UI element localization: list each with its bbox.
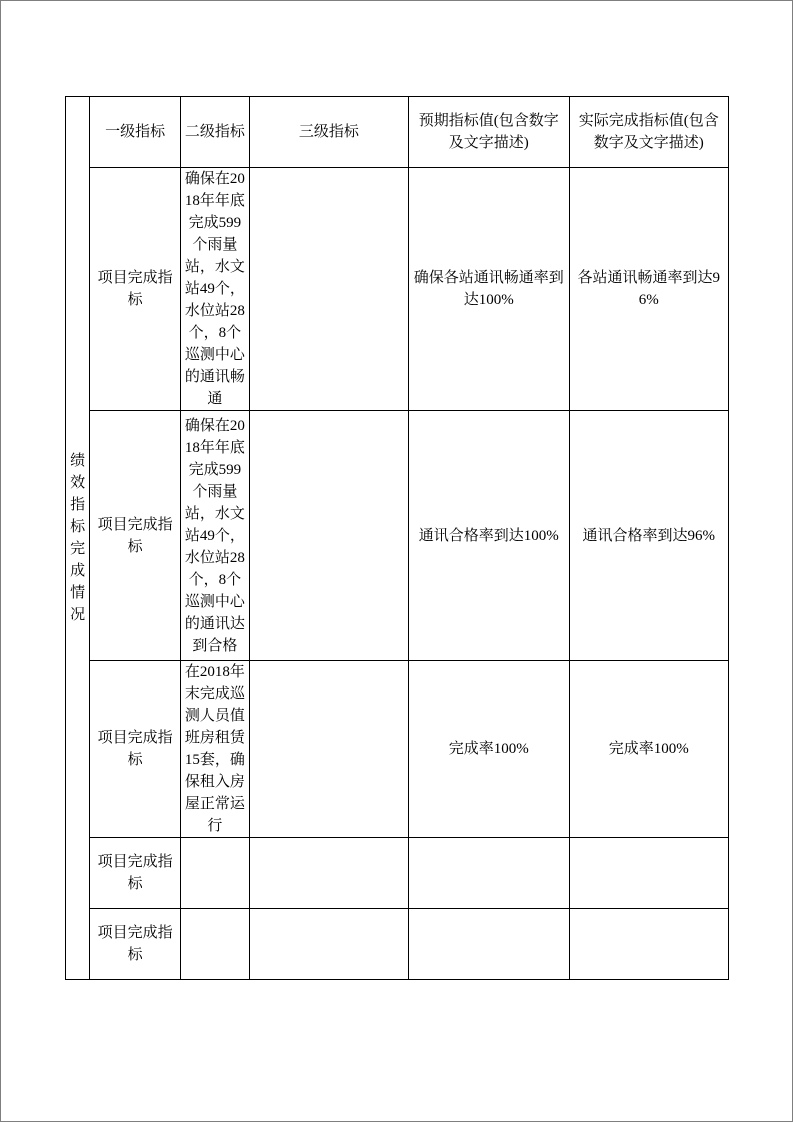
row-level2 [181,838,250,909]
table-header-row [66,97,729,168]
side-label: 绩效指标完成情况 [70,453,86,623]
row-actual [569,168,728,411]
table-row [66,838,729,909]
row-level2 [181,411,250,661]
row-expected [409,909,569,980]
row-expected [409,661,569,838]
row-level1 [90,909,181,980]
row-expected [409,411,569,661]
row-actual [569,838,728,909]
row-actual-text: 完成率100% [608,741,689,757]
row-actual-text: 各站通讯畅通率到达96% [577,270,720,308]
header-level3: 三级指标 [249,97,408,168]
row-level1 [90,168,181,411]
row-level3 [249,909,408,980]
side-label-cell [66,97,90,980]
row-level1-text: 项目完成指标 [97,270,173,308]
header-expected [409,97,569,168]
header-actual-text: 实际完成指标值(包含数字及文字描述) [578,113,719,151]
table-row [66,661,729,838]
row-expected-text: 确保各站通讯畅通率到达100% [413,270,564,308]
row-level2 [181,661,250,838]
row-level3 [249,661,408,838]
header-expected-text: 预期指标值(包含数字及文字描述) [418,113,559,151]
row-actual [569,909,728,980]
row-level1-text: 项目完成指标 [97,854,173,892]
header-level1: 一级指标 [90,97,181,168]
row-level1-text: 项目完成指标 [97,730,173,768]
row-level3 [249,168,408,411]
performance-table [65,96,729,980]
row-expected [409,168,569,411]
row-level3 [249,838,408,909]
row-expected [409,838,569,909]
row-expected-text: 通讯合格率到达100% [418,527,559,544]
header-level2: 二级指标 [181,97,250,168]
row-level2 [181,168,250,411]
table-row [66,411,729,661]
row-level3 [249,411,408,661]
row-level1 [90,838,181,909]
row-expected-text: 完成率100% [448,741,529,757]
row-level1 [90,411,181,661]
table-row [66,168,729,411]
row-level2 [181,909,250,980]
row-level2-text: 确保在2018年年底完成599个雨量站，水文站49个，水位站28个，8个巡测中心的通讯畅通 [184,171,245,407]
row-level1 [90,661,181,838]
row-actual [569,411,728,661]
header-actual [569,97,728,168]
row-level1-text: 项目完成指标 [97,925,173,963]
row-actual [569,661,728,838]
row-level1-text: 项目完成指标 [97,516,173,555]
table-row [66,909,729,980]
row-level2-text: 在2018年末完成巡测人员值班房租赁15套，确保租入房屋正常运行 [184,664,245,834]
row-level2-text: 确保在2018年年底完成599个雨量站，水文站49个，水位站28个，8个巡测中心的通讯达到合格 [184,417,245,654]
row-actual-text: 通讯合格率到达96% [582,527,715,544]
